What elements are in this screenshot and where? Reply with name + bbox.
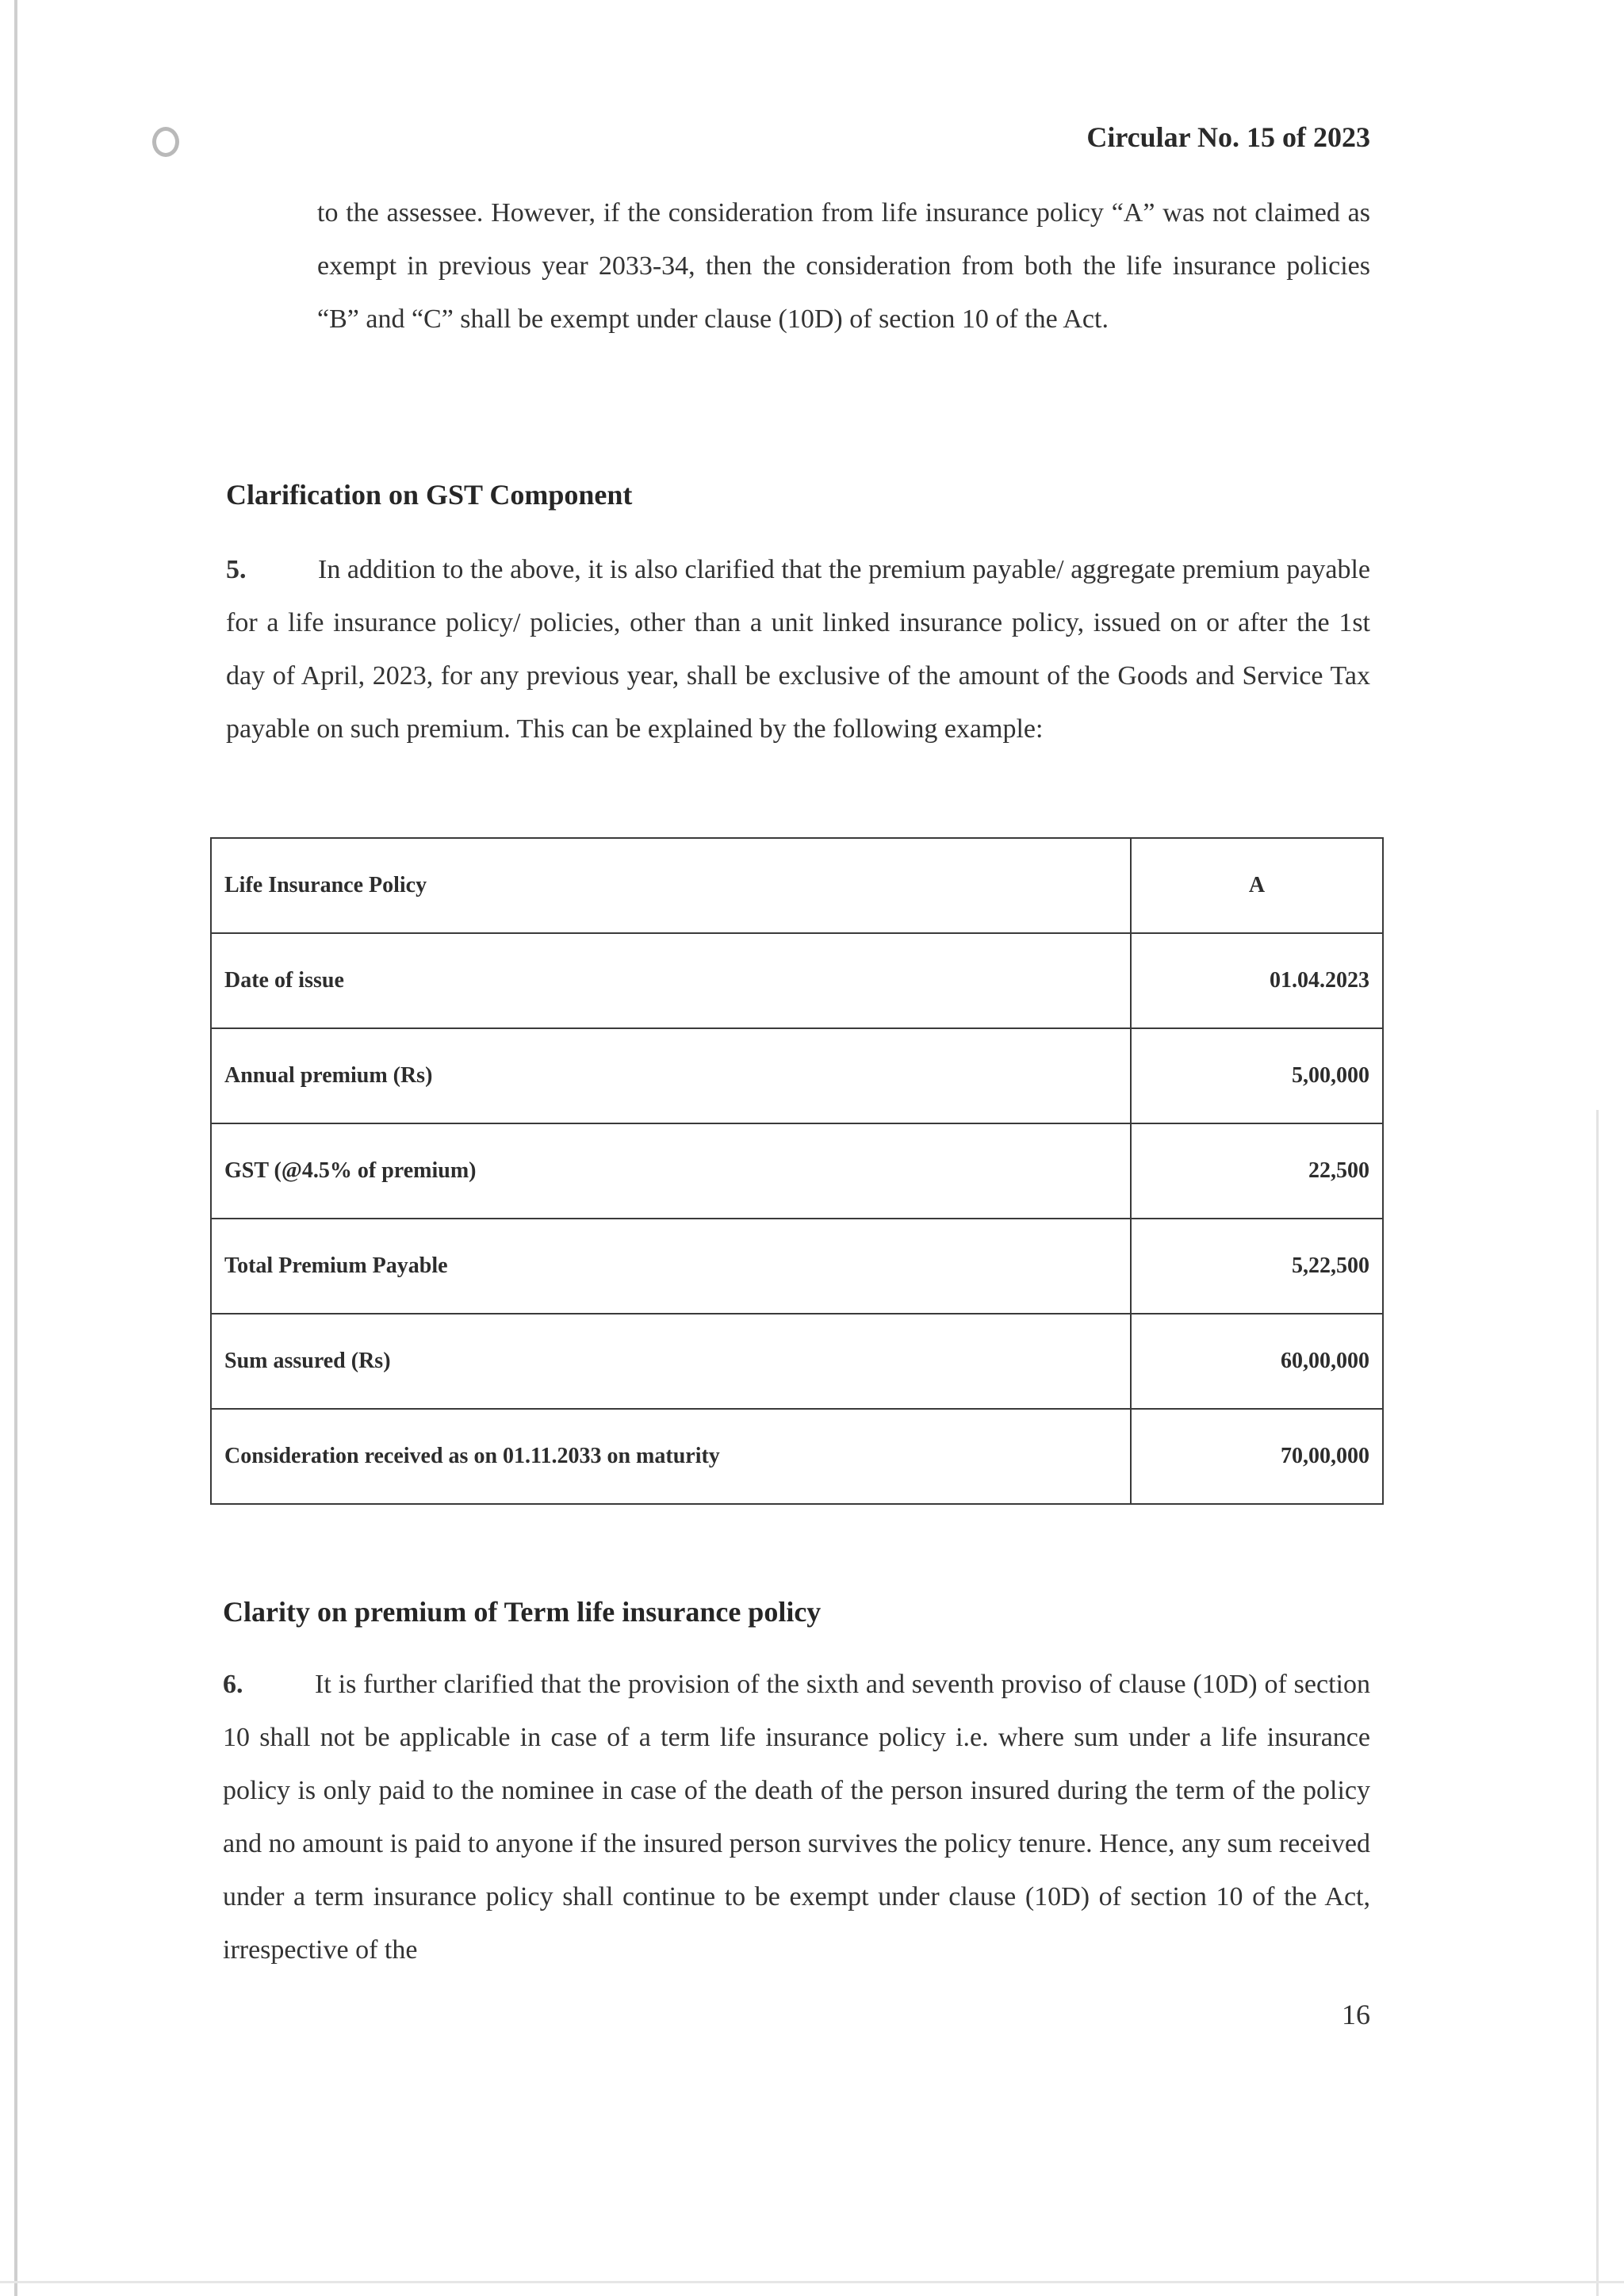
table-row bbox=[211, 1028, 1383, 1123]
row-value: 60,00,000 bbox=[1131, 1314, 1383, 1409]
row-label: Total Premium Payable bbox=[211, 1219, 1131, 1314]
page-right-edge bbox=[1596, 1110, 1599, 2296]
intro-text: to the assessee. However, if the consideration from life insurance policy “A” was not claimed as exempt in previous year 2033-34, then the consideration from both the life insurance policies “B” and “C” shall be exempt under clause (10D) of section 10 of the Act. bbox=[317, 198, 1370, 334]
table-row bbox=[211, 933, 1383, 1028]
gst-paragraph-text: In addition to the above, it is also clarified that the premium payable/ aggregate premium payable for a life insurance policy/ policies, other than a unit linked insurance policy, issued on or after the 1st day of April, 2023, for any previous year, shall be exclusive of the amount of the Goods and Service Tax payable on such premium. This can be explained by the following example: bbox=[226, 555, 1370, 744]
gst-paragraph bbox=[226, 543, 1370, 756]
gst-section-heading: Clarification on GST Component bbox=[226, 479, 633, 511]
row-label: GST (@4.5% of premium) bbox=[211, 1123, 1131, 1219]
gst-paragraph-number: 5. bbox=[226, 555, 247, 584]
row-value: 5,00,000 bbox=[1131, 1028, 1383, 1123]
table-row bbox=[211, 1314, 1383, 1409]
row-value: A bbox=[1131, 838, 1383, 933]
row-value: 22,500 bbox=[1131, 1123, 1383, 1219]
intro-paragraph bbox=[317, 186, 1370, 346]
row-label: Consideration received as on 01.11.2033 on maturity bbox=[211, 1409, 1131, 1504]
term-paragraph bbox=[223, 1658, 1370, 1976]
page-number: 16 bbox=[1342, 1999, 1370, 2030]
row-value: 5,22,500 bbox=[1131, 1219, 1383, 1314]
circular-header: Circular No. 15 of 2023 bbox=[1086, 121, 1370, 153]
row-value: 70,00,000 bbox=[1131, 1409, 1383, 1504]
page-bottom-edge bbox=[0, 2281, 1624, 2283]
policy-example-table bbox=[210, 837, 1384, 1505]
table-row bbox=[211, 1409, 1383, 1504]
row-value: 01.04.2023 bbox=[1131, 933, 1383, 1028]
term-paragraph-body bbox=[223, 1658, 1370, 1976]
page-left-edge bbox=[14, 0, 17, 2296]
table-row bbox=[211, 1123, 1383, 1219]
row-label: Date of issue bbox=[211, 933, 1131, 1028]
table-row bbox=[211, 838, 1383, 933]
row-label: Sum assured (Rs) bbox=[211, 1314, 1131, 1409]
term-paragraph-number: 6. bbox=[223, 1670, 243, 1699]
table-row bbox=[211, 1219, 1383, 1314]
row-label: Life Insurance Policy bbox=[211, 838, 1131, 933]
punch-hole-mark bbox=[152, 127, 179, 157]
term-section-heading: Clarity on premium of Term life insurance policy bbox=[223, 1596, 822, 1628]
gst-paragraph-body bbox=[226, 543, 1370, 756]
row-label: Annual premium (Rs) bbox=[211, 1028, 1131, 1123]
term-paragraph-text: It is further clarified that the provision of the sixth and seventh proviso of clause (10D) of section 10 shall not be applicable in case of a term life insurance policy i.e. where sum under a life insurance policy is only paid to the nominee in case of the death of the person insured during the term of the policy and no amount is paid to anyone if the insured person survives the policy tenure. Hence, any sum received under a term insurance policy shall continue to be exempt under clause (10D) of section 10 of the Act, irrespective of the bbox=[223, 1670, 1370, 1965]
